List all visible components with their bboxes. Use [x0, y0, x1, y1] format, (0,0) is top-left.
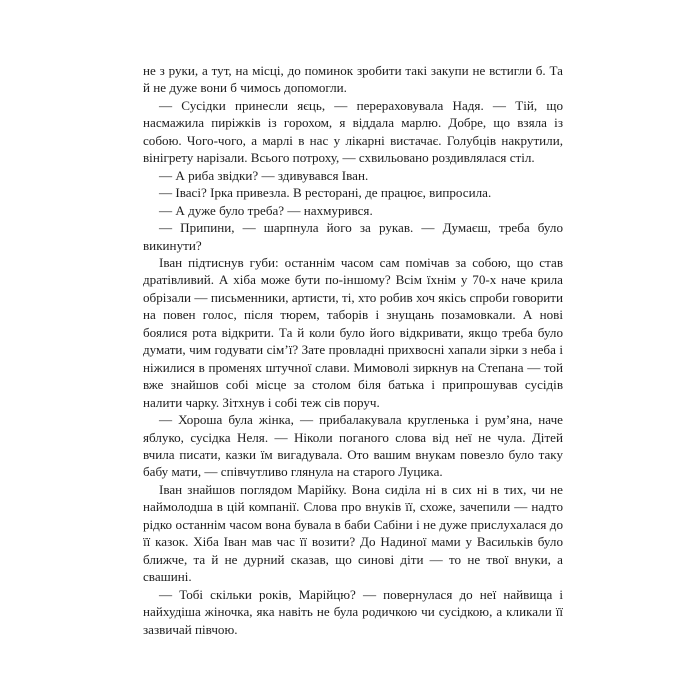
- paragraph: — Хороша була жінка, — прибалакувала кругленька і рум’яна, наче яблуко, сусідка Неля. — Ніколи поганого слова від неї не чула. Дітей вчила писати, казки їм вигадувала. Ото вашим внукам повезло було таку бабу мати, — співчутливо глянула на старого Луцика.: [143, 412, 563, 480]
- paragraph: — Сусідки принесли яєць, — перераховувала Надя. — Тій, що насмажила пиріжків із горохом, я віддала марлю. Добре, що взяла із собою. Чого-чого, а марлі в нас у лікарні вистачає. Голубців накрутили, вінігрету нарізали. Всього потроху, — схвильовано роздивлялася стіл.: [143, 97, 563, 166]
- paragraph: — А дуже було треба? — нахмурився.: [159, 202, 373, 218]
- paragraph: не з руки, а тут, на місці, до поминок зробити такі закупи не встигли б. Та й не дуже вони б чимось допомогли.: [143, 63, 563, 96]
- paragraph: Іван підтиснув губи: останнім часом сам помічав за собою, що став дратівливий. А хіба може бути по-іншому? Всім їхнім у 70-х наче крила обрізали — письменники, артисти, ті, хто робив хоч якісь спроби говорити на повен голос, після тюрем, таборів і знущань позамовкали. А нові боялися рота відкрити. Та й коли було його відкривати, якщо треба було думати, чим годувати сім’ї? Зате провладні прихвосні хапали зірки з неба і ніжилися в променях штучної слави. Мимоволі зиркнув на Степана — той вже знайшов собі місце за столом біля батька і припрошував сусідів налити чарку. Зітхнув і собі теж сів поруч.: [143, 254, 563, 410]
- paragraph: — Припини, — шарпнула його за рукав. — Думаєш, треба було викинути?: [143, 220, 563, 253]
- paragraph: — Івасі? Ірка привезла. В ресторані, де працює, випросила.: [159, 185, 492, 201]
- paragraph: — Тобі скільки років, Марійцю? — повернулася до неї найвища і найхудіша жіночка, яка навіть не була родичкою чи сусідкою, а кликали її зазвичай півчою.: [143, 586, 563, 637]
- paragraph: — А риба звідки? — здивувався Іван.: [159, 167, 369, 183]
- book-page-text: [143, 62, 563, 638]
- paragraph: Іван знайшов поглядом Марійку. Вона сиділа ні в сих ні в тих, чи не наймолодша в цій компанії. Слова про внуків її, схоже, зачепили — надто рідко останнім часом вона бувала в баби Сабіни і не дуже прислухалася до її казок. Хіба Іван мав час її возити? До Надиної мами у Васильків було ближче, та й не дурний сказав, що синові діти — то не твої внуки, а свашині.: [143, 481, 563, 585]
